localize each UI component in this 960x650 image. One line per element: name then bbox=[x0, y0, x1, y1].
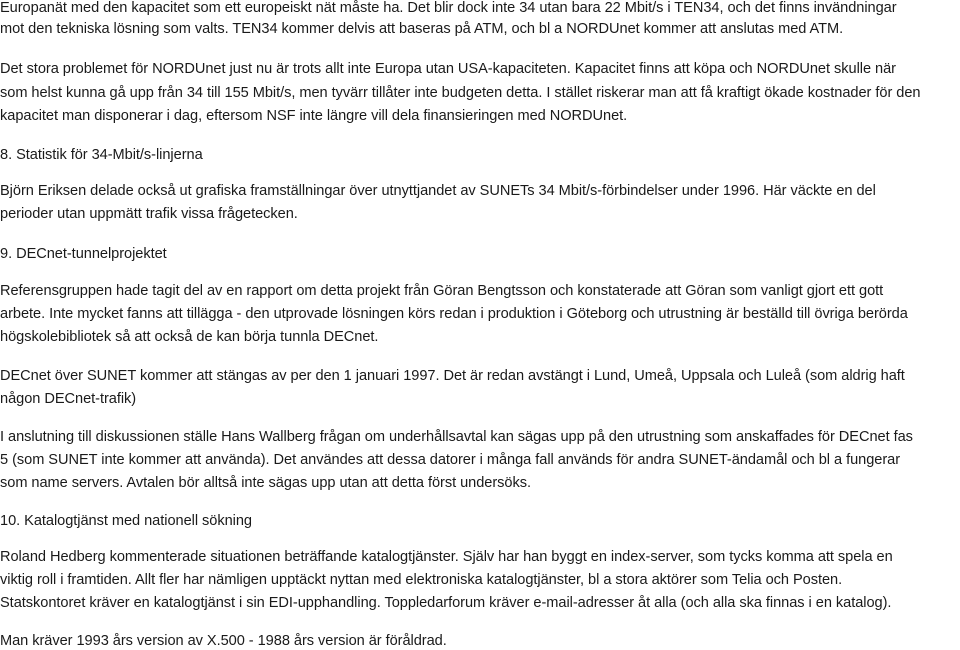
section-heading-decnet: 9. DECnet-tunnelprojektet bbox=[0, 246, 167, 262]
text-line: Roland Hedberg kommenterade situationen beträffande katalogtjänster. Själv har han byggt en index-server, som tycks komma att spela en bbox=[0, 549, 893, 565]
text-line: som helst kunna gå upp från 34 till 155 Mbit/s, men tyvärr tillåter inte budgeten detta. I stället riskerar man att få kraftigt ökade kostnader för den bbox=[0, 85, 921, 101]
text-line: Man kräver 1993 års version av X.500 - 1988 års version är föråldrad. bbox=[0, 633, 447, 649]
text-line: Referensgruppen hade tagit del av en rapport om detta projekt från Göran Bengtsson och konstaterade att Göran som vanligt gjort ett gott bbox=[0, 283, 884, 299]
section-heading-statistik: 8. Statistik för 34-Mbit/s-linjerna bbox=[0, 147, 203, 163]
text-line: kapacitet man disponerar i dag, eftersom NSF inte längre vill dela finansieringen med NORDUnet. bbox=[0, 108, 628, 124]
text-line: viktig roll i framtiden. Allt fler har nämligen upptäckt nyttan med elektroniska katalogtjänster, bl a stora aktörer som Telia och Posten. bbox=[0, 572, 843, 588]
text-line: I anslutning till diskussionen ställe Hans Wallberg frågan om underhållsavtal kan sägas upp på den utrustning som anskaffades för DECnet fas bbox=[0, 429, 913, 445]
section-heading-katalogtjanst: 10. Katalogtjänst med nationell sökning bbox=[0, 513, 252, 529]
text-line: högskolebibliotek så att också de kan börja tunnla DECnet. bbox=[0, 329, 379, 345]
text-line: som name servers. Avtalen bör alltså inte sägas upp utan att detta först undersöks. bbox=[0, 475, 531, 491]
text-line: Europanät med den kapacitet som ett europeiskt nät måste ha. Det blir dock inte 34 utan bara 22 Mbit/s i TEN34, och det finns invändningar bbox=[0, 0, 897, 16]
text-line: DECnet över SUNET kommer att stängas av per den 1 januari 1997. Det är redan avstängt i Lund, Umeå, Uppsala och Luleå (som aldrig haft bbox=[0, 368, 905, 384]
text-line: Det stora problemet för NORDUnet just nu är trots allt inte Europa utan USA-kapaciteten. Kapacitet finns att köpa och NORDUnet skulle när bbox=[0, 61, 896, 77]
text-line: Björn Eriksen delade också ut grafiska framställningar över utnyttjandet av SUNETs 34 Mbit/s-förbindelser under 1996. Här väckte en del bbox=[0, 183, 876, 199]
text-line: mot den tekniska lösning som valts. TEN34 kommer delvis att baseras på ATM, och bl a NORDUnet kommer att anslutas med ATM. bbox=[0, 21, 844, 37]
text-line: perioder utan uppmätt trafik vissa frågetecken. bbox=[0, 206, 298, 222]
text-line: Statskontoret kräver en katalogtjänst i sin EDI-upphandling. Toppledarforum kräver e-mail-adresser åt alla (och alla ska finnas i en katalog). bbox=[0, 595, 892, 611]
text-line: någon DECnet-trafik) bbox=[0, 391, 137, 407]
text-line: arbete. Inte mycket fanns att tillägga - den utprovade lösningen körs redan i produktion i Göteborg och utrustning är beställd till övriga berörda bbox=[0, 306, 908, 322]
text-line: 5 (som SUNET inte kommer att använda). Det användes att dessa datorer i många fall används för andra SUNET-ändamål och bl a fungerar bbox=[0, 452, 901, 468]
